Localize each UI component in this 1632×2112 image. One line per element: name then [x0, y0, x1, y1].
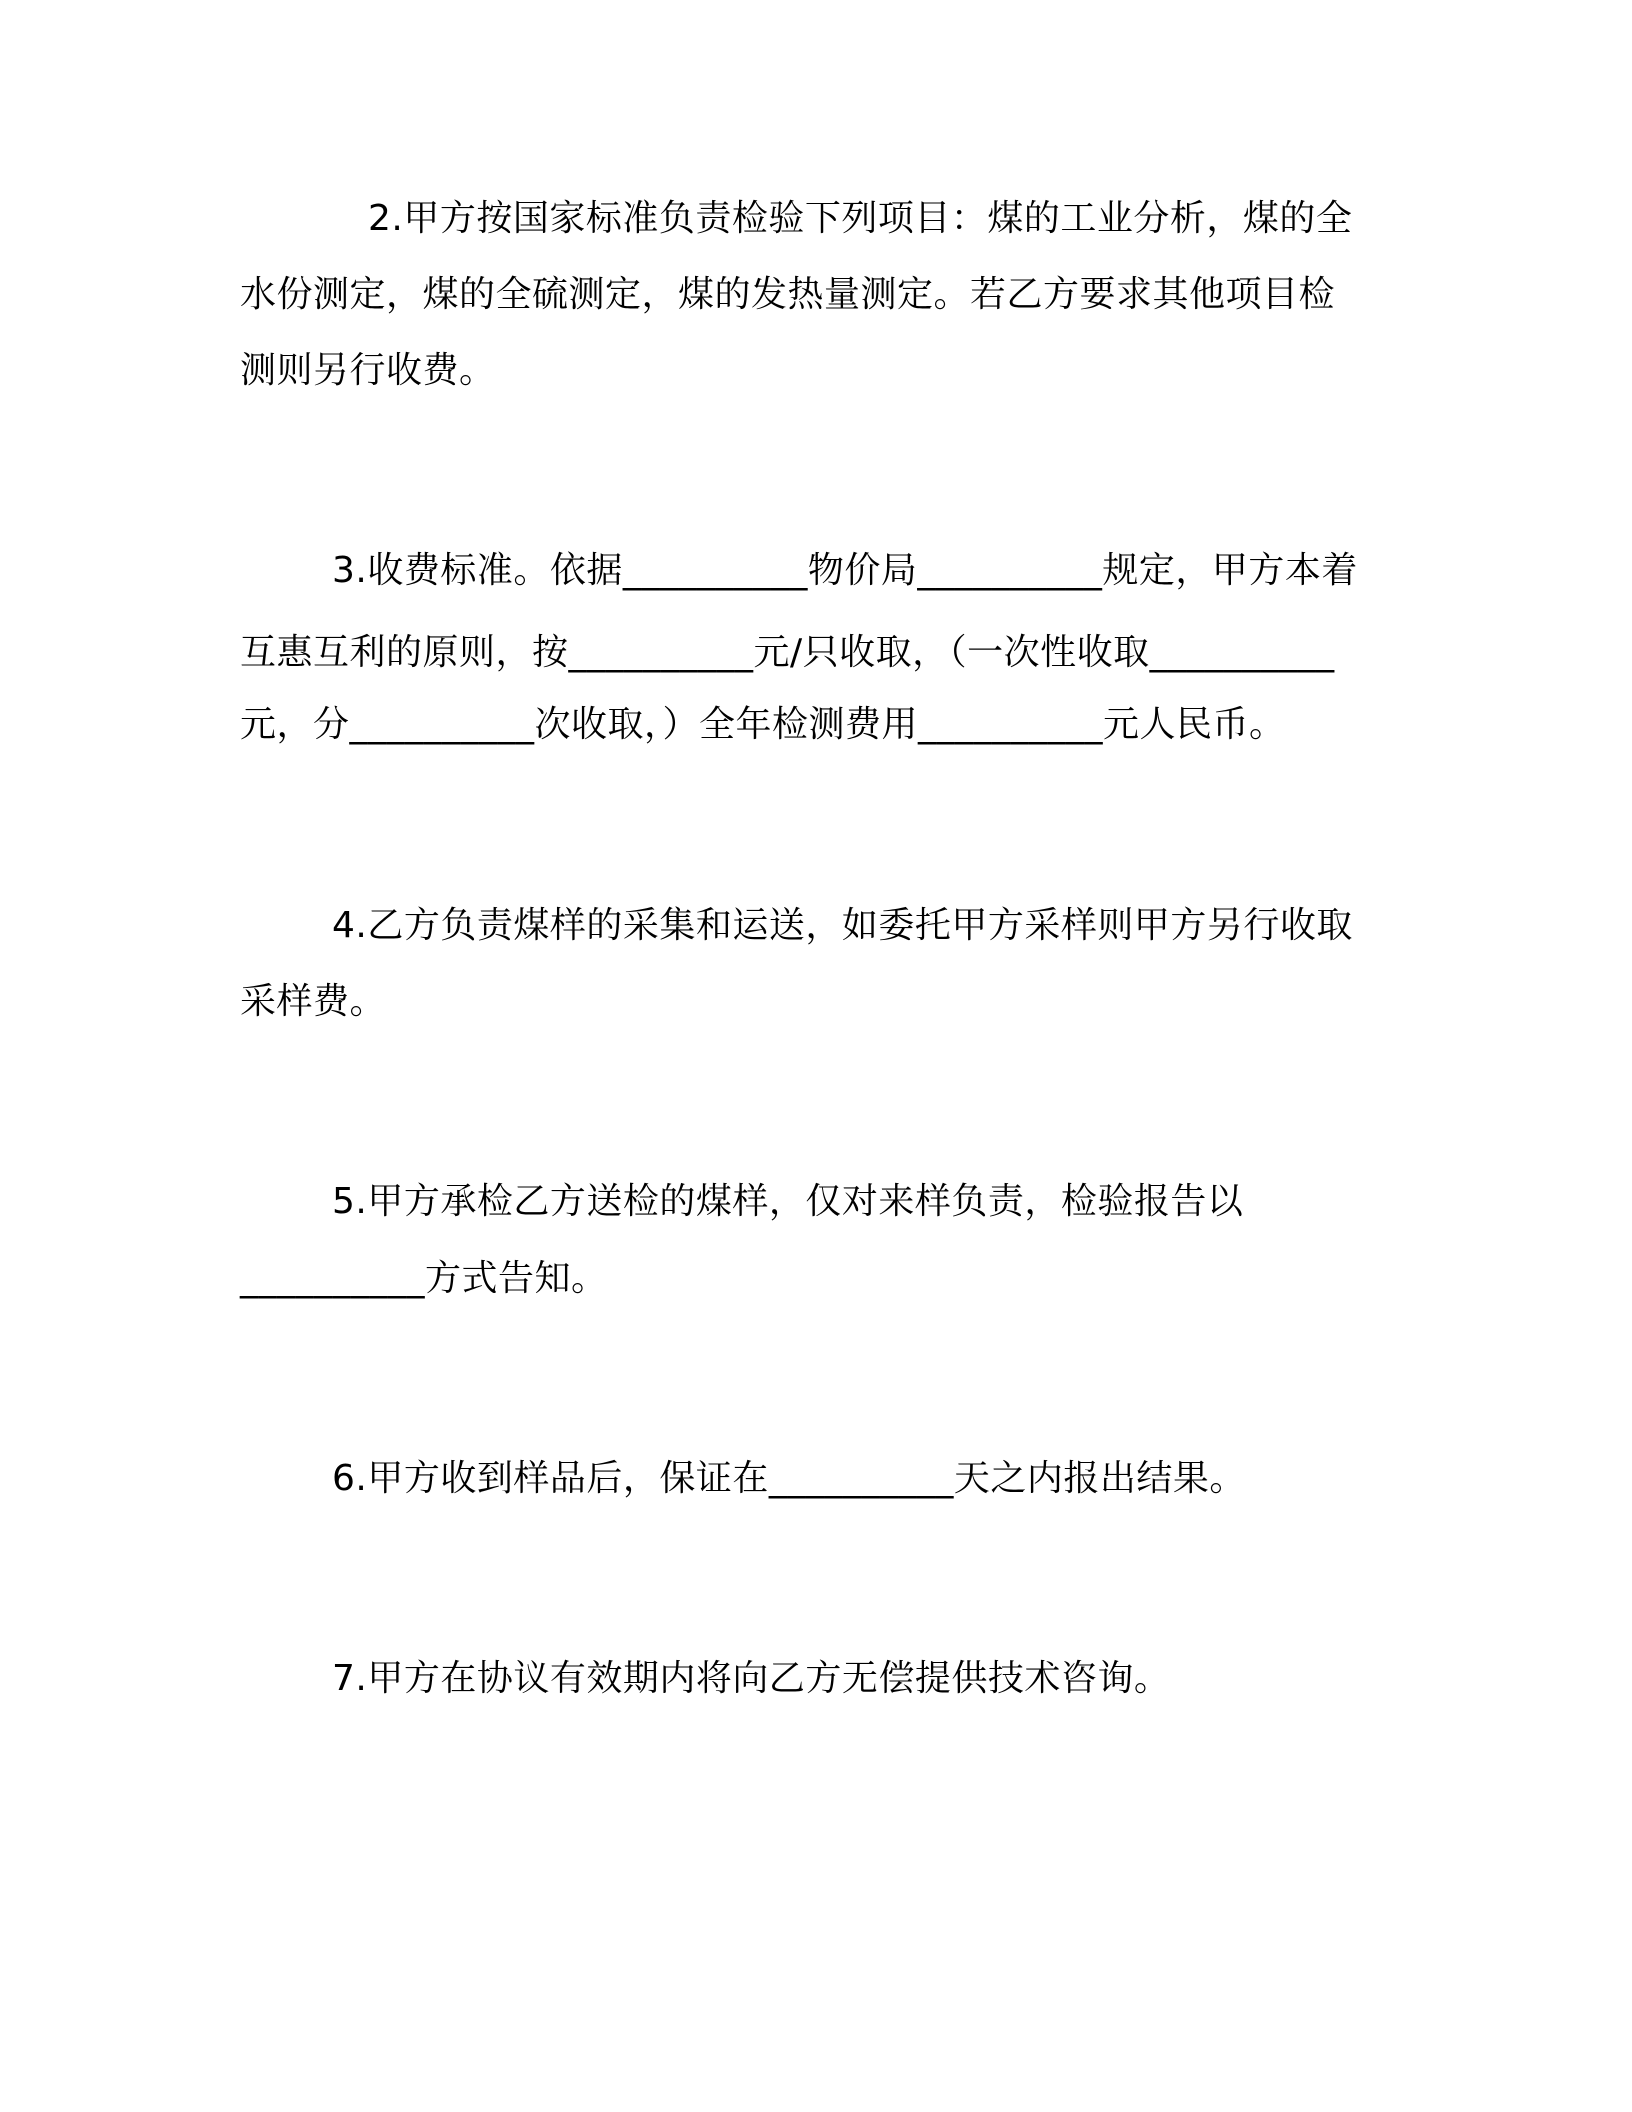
clause-5-line-1: 5.甲方承检乙方送检的煤样，仅对来样负责，检验报告以 — [332, 1181, 1244, 1222]
clause-2-line-2: 水份测定，煤的全硫测定，煤的发热量测定。若乙方要求其他项目检 — [240, 274, 1336, 315]
clause-3-line-2: 互惠互利的原则，按__________元/只收取，（一次性收取__________ — [240, 632, 1335, 673]
clause-4-line-1: 4.乙方负责煤样的采集和运送，如委托甲方采样则甲方另行收取 — [332, 905, 1353, 946]
clause-5-line-2: __________方式告知。 — [240, 1258, 608, 1299]
clause-2-line-1: 2.甲方按国家标准负责检验下列项目：煤的工业分析，煤的全 — [368, 198, 1353, 239]
clause-4-line-2: 采样费。 — [240, 981, 387, 1022]
clause-7-line-1: 7.甲方在协议有效期内将向乙方无偿提供技术咨询。 — [332, 1658, 1171, 1699]
clause-3-line-1: 3.收费标准。依据__________物价局__________规定，甲方本着 — [332, 550, 1358, 591]
clause-3-line-3: 元，分__________次收取，）全年检测费用__________元人民币。 — [240, 704, 1286, 745]
clause-6-line-1: 6.甲方收到样品后，保证在__________天之内报出结果。 — [332, 1458, 1246, 1499]
clause-2-line-3: 测则另行收费。 — [240, 350, 496, 391]
